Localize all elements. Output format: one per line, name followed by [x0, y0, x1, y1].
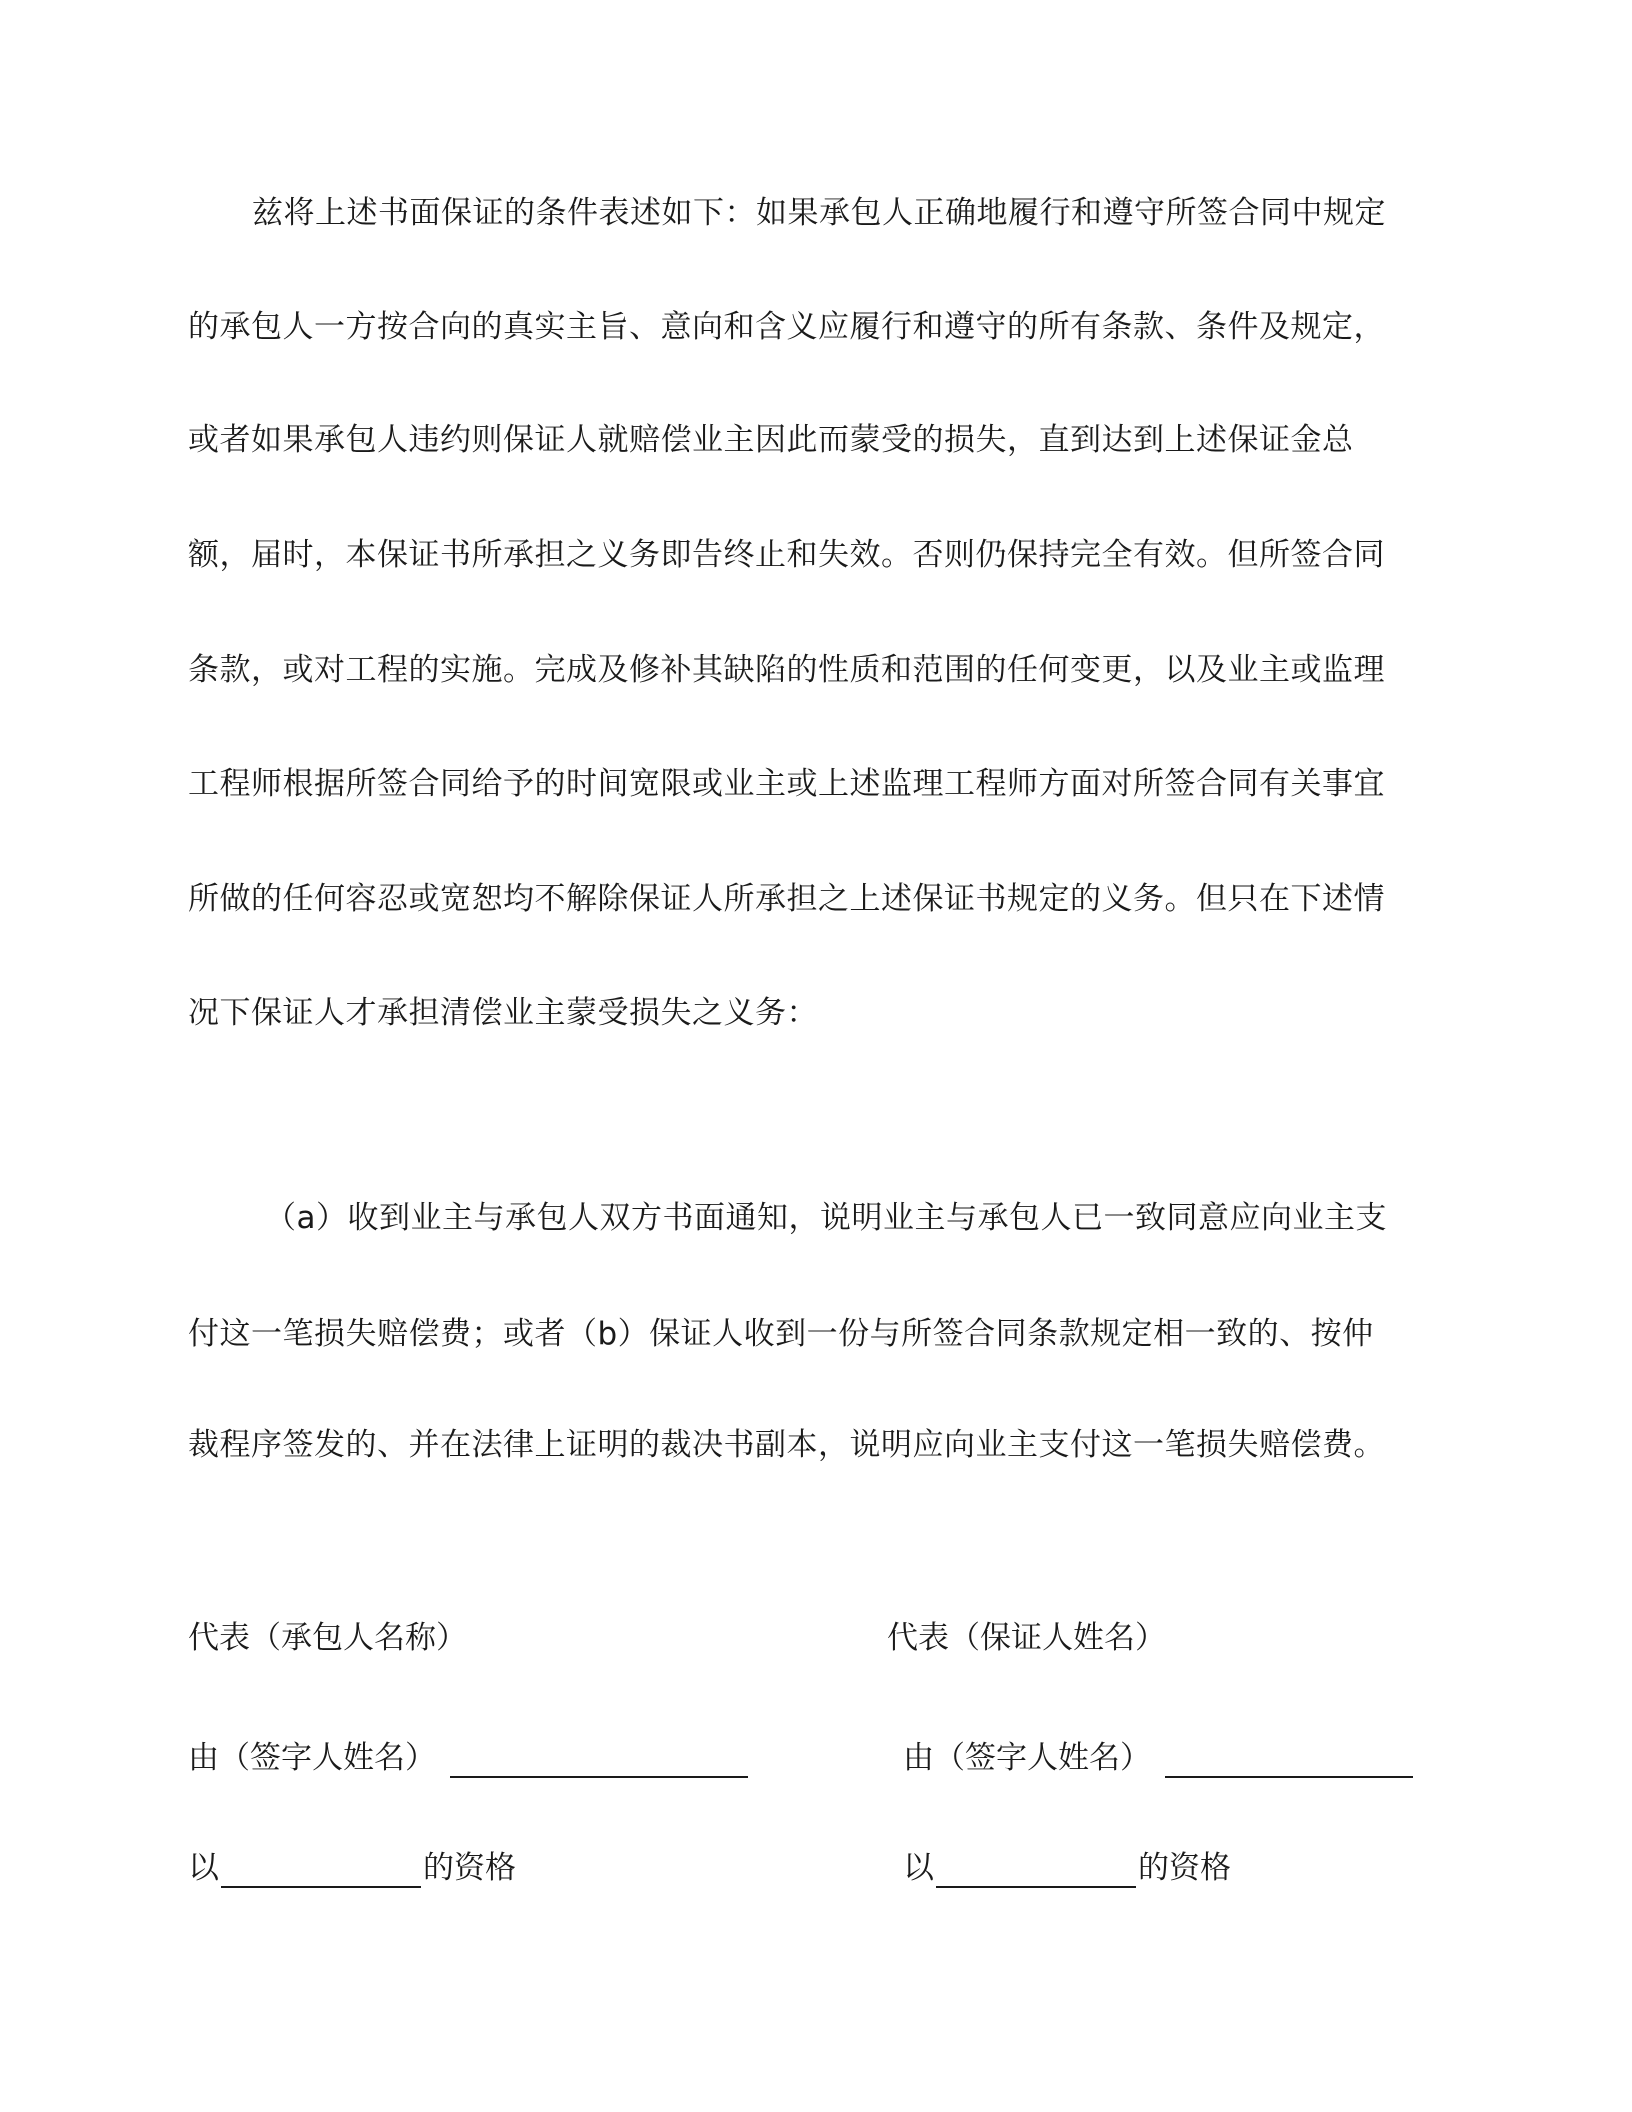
- left-capacity-row: [188, 1848, 516, 1888]
- right-signer-name-blank[interactable]: [1165, 1742, 1413, 1778]
- left-capacity-blank[interactable]: [221, 1852, 421, 1888]
- paragraph2-line-3: 裁程序签发的、并在法律上证明的裁决书副本，说明应向业主支付这一笔损失赔偿费。: [188, 1427, 1385, 1463]
- paragraph1-line-8: 况下保证人才承担清偿业主蒙受损失之义务：: [188, 995, 818, 1031]
- left-signer-name-blank[interactable]: [450, 1742, 748, 1778]
- paragraph1-line-7: 所做的任何容忍或宽恕均不解除保证人所承担之上述保证书规定的义务。但只在下述情: [188, 881, 1385, 917]
- right-signer-row: [903, 1738, 1415, 1778]
- right-representative-label: 代表（保证人姓名）: [887, 1620, 1166, 1656]
- left-signer-label: 由（签字人姓名）: [188, 1740, 436, 1776]
- paragraph1-line-1: 兹将上述书面保证的条件表述如下：如果承包人正确地履行和遵守所签合同中规定: [252, 195, 1386, 231]
- paragraph1-line-5: 条款，或对工程的实施。完成及修补其缺陷的性质和范围的任何变更，以及业主或监理: [188, 652, 1385, 688]
- paragraph2-line-2: 付这一笔损失赔偿费；或者（b）保证人收到一份与所签合同条款规定相一致的、按仲: [188, 1316, 1374, 1352]
- right-capacity-blank[interactable]: [936, 1852, 1136, 1888]
- paragraph1-line-3: 或者如果承包人违约则保证人就赔偿业主因此而蒙受的损失，直到达到上述保证金总: [188, 422, 1354, 458]
- paragraph1-line-2: 的承包人一方按合向的真实主旨、意向和含义应履行和遵守的所有条款、条件及规定，: [188, 309, 1385, 345]
- paragraph1-line-6: 工程师根据所签合同给予的时间宽限或业主或上述监理工程师方面对所签合同有关事宜: [188, 766, 1385, 802]
- paragraph2-line-1: （a）收到业主与承包人双方书面通知，说明业主与承包人已一致同意应向业主支: [265, 1200, 1387, 1236]
- paragraph1-line-4: 额，届时，本保证书所承担之义务即告终止和失效。否则仍保持完全有效。但所签合同: [188, 537, 1385, 573]
- left-representative-label: 代表（承包人名称）: [188, 1620, 467, 1656]
- right-capacity-row: [903, 1848, 1231, 1888]
- left-capacity-suffix: 的资格: [423, 1850, 516, 1886]
- left-signer-row: [188, 1738, 750, 1778]
- right-signer-label: 由（签字人姓名）: [903, 1740, 1151, 1776]
- right-capacity-suffix: 的资格: [1138, 1850, 1231, 1886]
- left-capacity-prefix: 以: [188, 1850, 219, 1886]
- right-capacity-prefix: 以: [903, 1850, 934, 1886]
